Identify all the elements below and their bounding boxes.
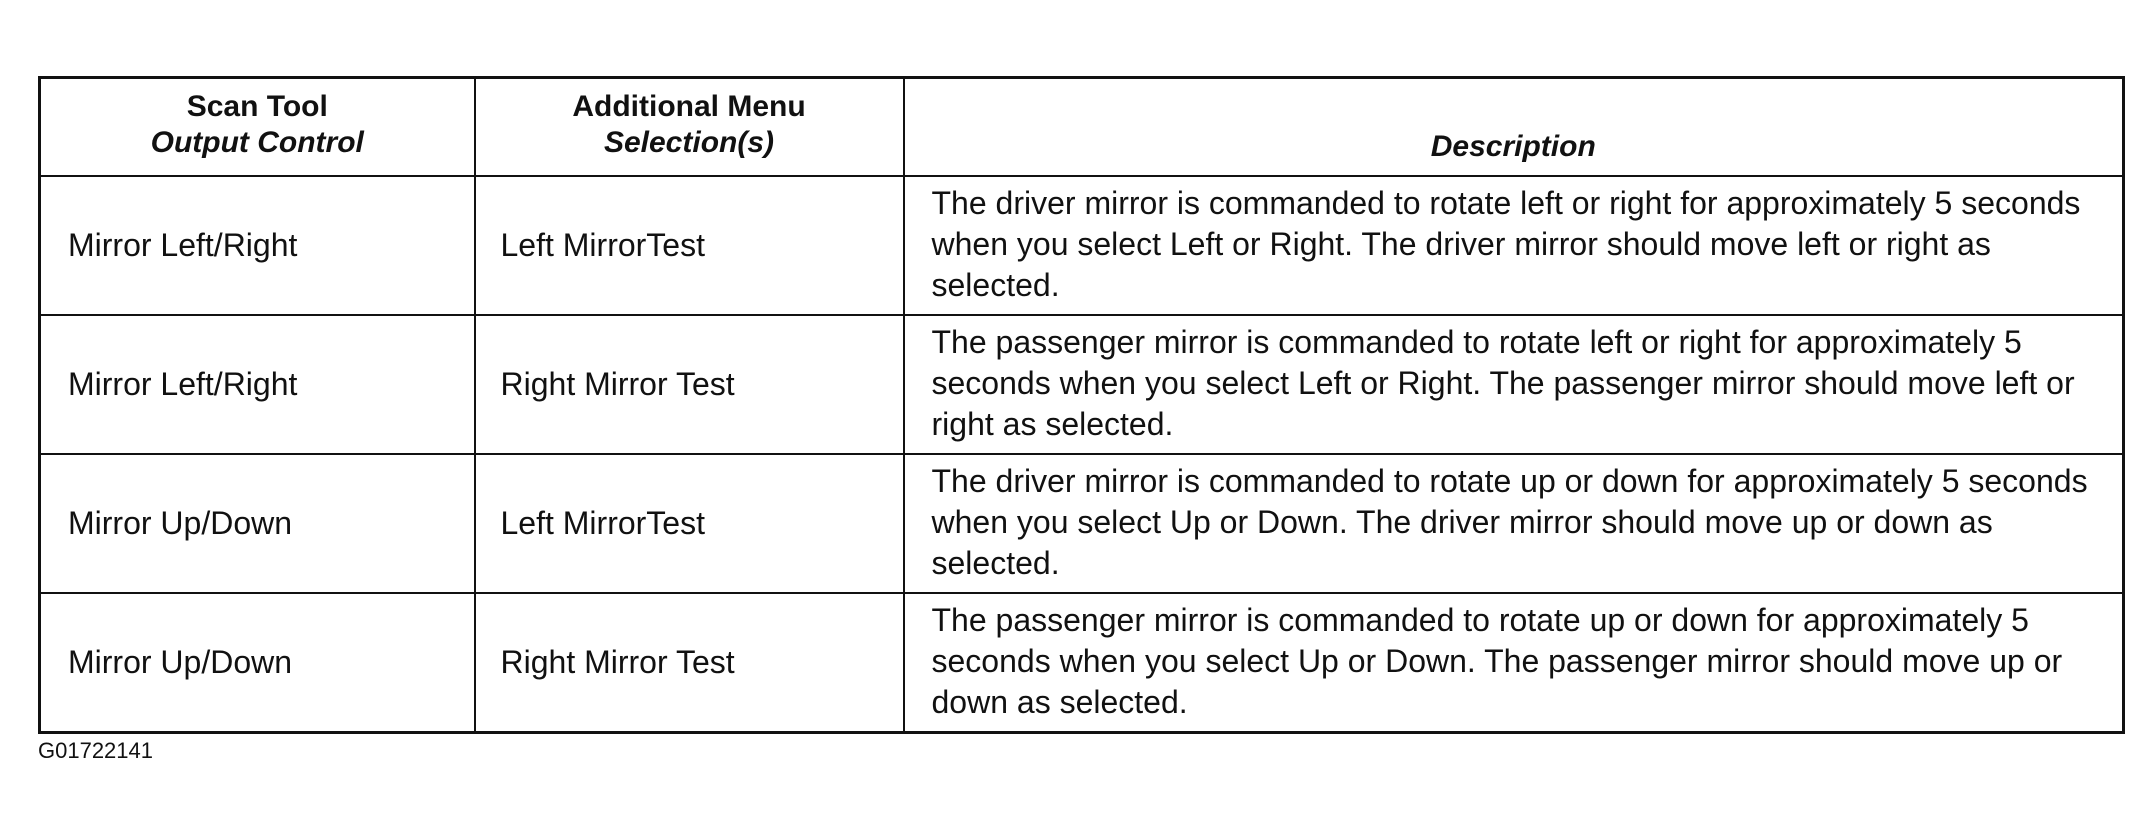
table-header xyxy=(40,78,2124,176)
table-row xyxy=(40,454,2124,593)
header-description xyxy=(904,78,2124,176)
header-additional-menu-selections xyxy=(475,78,904,176)
menu-selection-cell: Right Mirror Test xyxy=(475,593,904,733)
figure-id: G01722141 xyxy=(38,738,153,763)
menu-selection-cell: Left MirrorTest xyxy=(475,176,904,315)
output-control-cell: Mirror Left/Right xyxy=(40,315,475,454)
description-cell: The driver mirror is commanded to rotate up or down for approximately 5 seconds when you select Up or Down. The driver mirror should move up or down as selected. xyxy=(904,454,2124,593)
header-col2-line1: Additional Menu xyxy=(572,90,806,123)
description-cell: The passenger mirror is commanded to rotate left or right for approximately 5 seconds when you select Left or Right. The passenger mirror should move left or right as selected. xyxy=(904,315,2124,454)
header-row xyxy=(40,78,2124,176)
output-control-cell: Mirror Up/Down xyxy=(40,593,475,733)
table-body xyxy=(40,176,2124,733)
table-row xyxy=(40,315,2124,454)
header-scan-tool-output-control xyxy=(40,78,475,176)
table-row xyxy=(40,176,2124,315)
menu-selection-cell: Left MirrorTest xyxy=(475,454,904,593)
description-cell: The passenger mirror is commanded to rotate up or down for approximately 5 seconds when you select Up or Down. The passenger mirror should move up or down as selected. xyxy=(904,593,2124,733)
output-control-table xyxy=(38,76,2125,734)
header-col2-line2: Selection(s) xyxy=(603,126,775,159)
table-row xyxy=(40,593,2124,733)
output-control-cell: Mirror Up/Down xyxy=(40,454,475,593)
output-control-cell: Mirror Left/Right xyxy=(40,176,475,315)
header-col3-label: Description xyxy=(1430,129,1596,163)
description-cell: The driver mirror is commanded to rotate left or right for approximately 5 seconds when you select Left or Right. The driver mirror should move left or right as selected. xyxy=(904,176,2124,315)
menu-selection-cell: Right Mirror Test xyxy=(475,315,904,454)
header-col1-line1: Scan Tool xyxy=(186,90,328,123)
header-col1-line2: Output Control xyxy=(150,126,364,159)
